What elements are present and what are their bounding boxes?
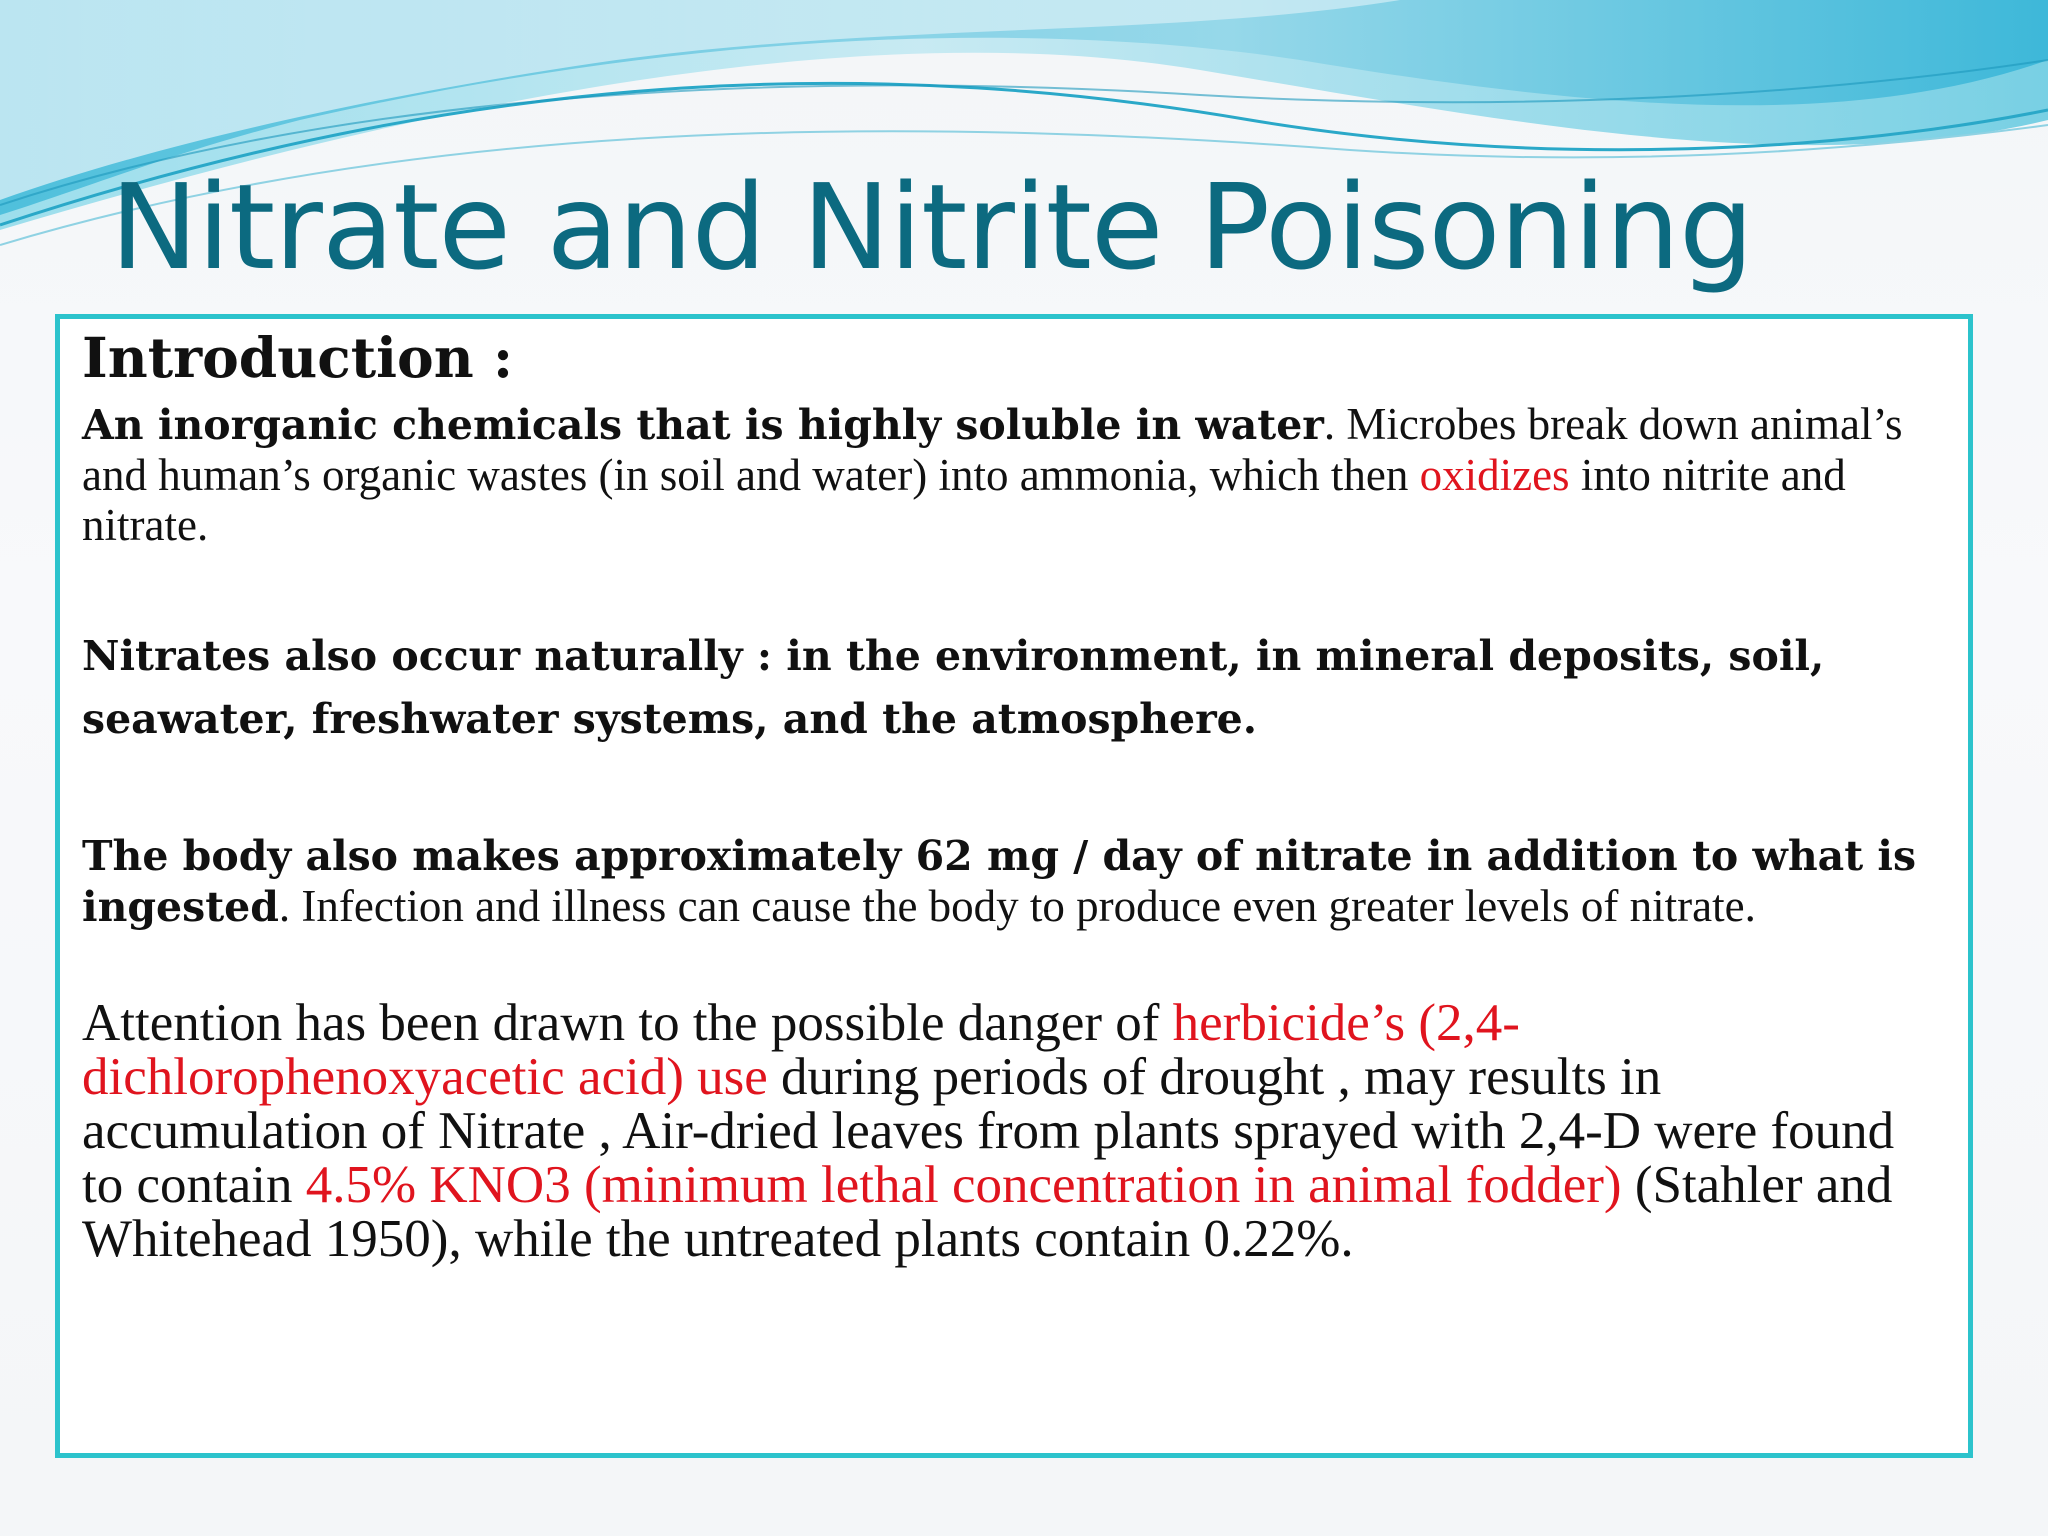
paragraph-1-text-b: into nitrite and nitrate.	[82, 450, 1846, 550]
paragraph-natural-occurrence	[82, 624, 1946, 750]
paragraph-3-bold: The body also makes approximately 62 mg / day of nitrate in addition to what is ingested	[82, 832, 1917, 931]
paragraph-4-kno3: 4.5% KNO3 (minimum lethal concentration in animal fodder)	[305, 1156, 1622, 1214]
paragraph-1-oxidizes: oxidizes	[1419, 450, 1570, 500]
paragraph-4-text-b: during periods of drought , may results in accumulation of Nitrate , Air-dried leaves from plants sprayed with 2,4-D were found to contain	[82, 1048, 1895, 1214]
paragraph-body-production	[82, 830, 1946, 932]
content-box	[55, 314, 1973, 1458]
paragraph-1-text-a: . Microbes break down animal’s and human’s organic wastes (in soil and water) into ammonia, which then	[82, 399, 1903, 500]
paragraph-3-text: . Infection and illness can cause the body to produce even greater levels of nitrate.	[278, 881, 1756, 931]
paragraph-2-bold: Nitrates also occur naturally : in the environment, in mineral deposits, soil, seawater, freshwater systems, and the atmosphere.	[82, 632, 1825, 743]
slide-title: Nitrate and Nitrite Poisoning	[110, 158, 1753, 296]
paragraph-1-bold: An inorganic chemicals that is highly soluble in water	[82, 401, 1324, 449]
paragraph-4-herbicide: herbicide’s (2,4-dichlorophenoxyacetic acid) use	[82, 994, 1520, 1106]
intro-heading: Introduction :	[82, 325, 514, 390]
paragraph-inorganic-chemicals	[82, 399, 1946, 550]
paragraph-herbicide	[82, 996, 1946, 1266]
paragraph-4-text-c: (Stahler and Whitehead 1950), while the untreated plants contain 0.22%.	[82, 1156, 1893, 1268]
paragraph-4-text-a: Attention has been drawn to the possible danger of	[82, 994, 1173, 1052]
